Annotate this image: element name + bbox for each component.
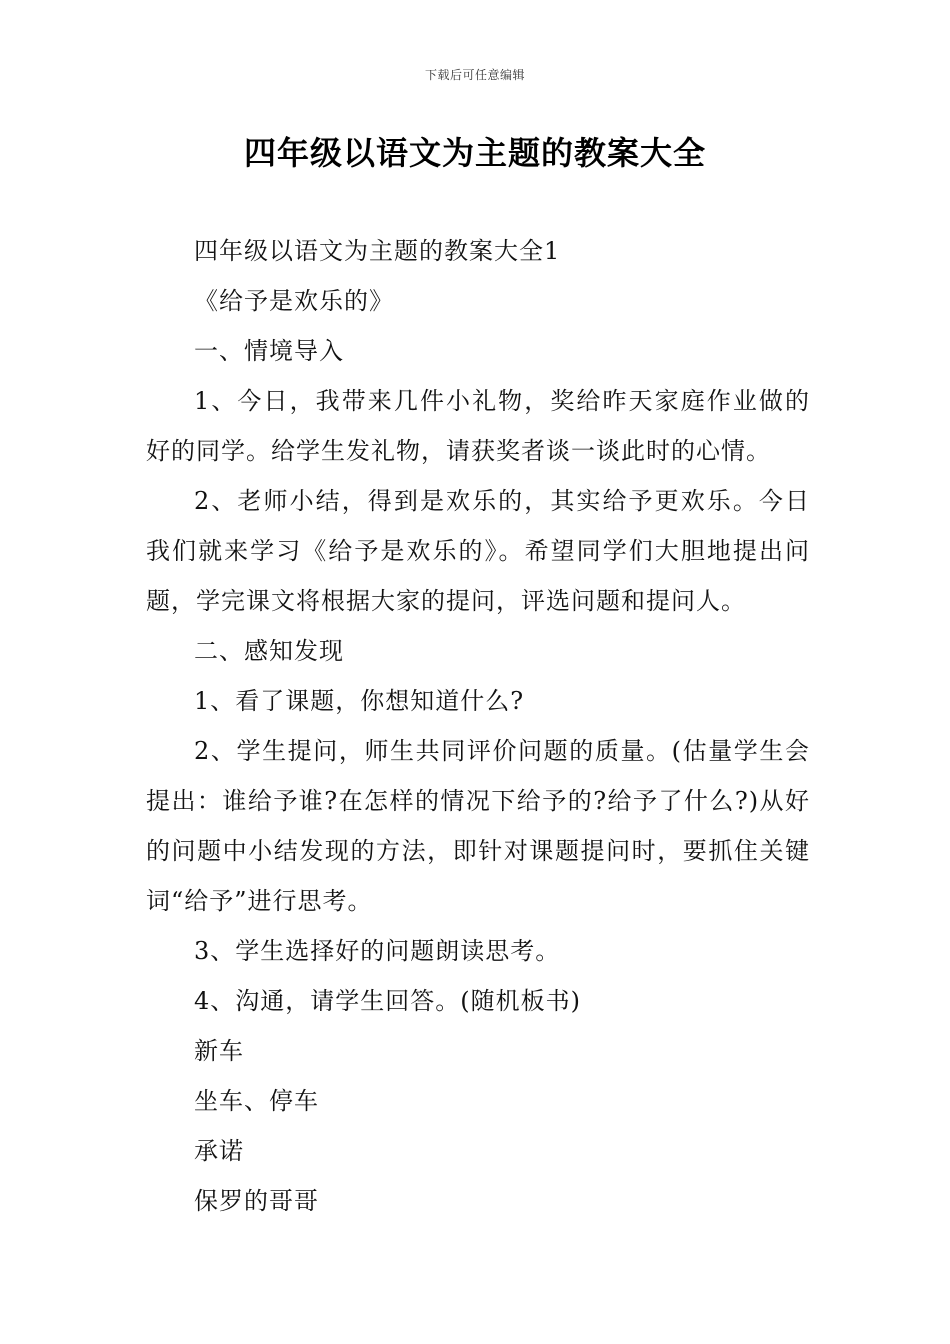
- paragraph: 2、学生提问，师生共同评价问题的质量。(估量学生会提出：谁给予谁?在怎样的情况下给予的?给予了什么?)从好的问题中小结发现的方法，即针对课题提问时，要抓住关键词“给予”进行思考。: [146, 737, 810, 915]
- board-note: 坐车、停车: [194, 1087, 319, 1115]
- board-note: 承诺: [194, 1137, 244, 1165]
- paragraph: 3、学生选择好的问题朗读思考。: [194, 937, 561, 965]
- section-heading: 四年级以语文为主题的教案大全1: [194, 237, 561, 265]
- paragraph: 2、老师小结，得到是欢乐的，其实给予更欢乐。今日我们就来学习《给予是欢乐的》。希望同学们大胆地提出问题，学完课文将根据大家的提问，评选问题和提问人。: [146, 487, 810, 615]
- paragraph: 4、沟通，请学生回答。(随机板书): [194, 987, 581, 1015]
- header-note: 下载后可任意编辑: [424, 68, 525, 82]
- section-heading: 二、感知发现: [194, 637, 344, 665]
- lesson-title: 《给予是欢乐的》: [194, 287, 394, 315]
- board-note: 保罗的哥哥: [194, 1187, 319, 1215]
- paragraph: 1、看了课题，你想知道什么?: [194, 687, 525, 715]
- document-body: [146, 226, 810, 1226]
- board-note: 新车: [194, 1037, 244, 1065]
- section-heading: 一、情境导入: [194, 337, 344, 365]
- document-title: 四年级以语文为主题的教案大全: [243, 134, 706, 172]
- paragraph: 1、今日，我带来几件小礼物，奖给昨天家庭作业做的好的同学。给学生发礼物，请获奖者谈一谈此时的心情。: [146, 387, 810, 465]
